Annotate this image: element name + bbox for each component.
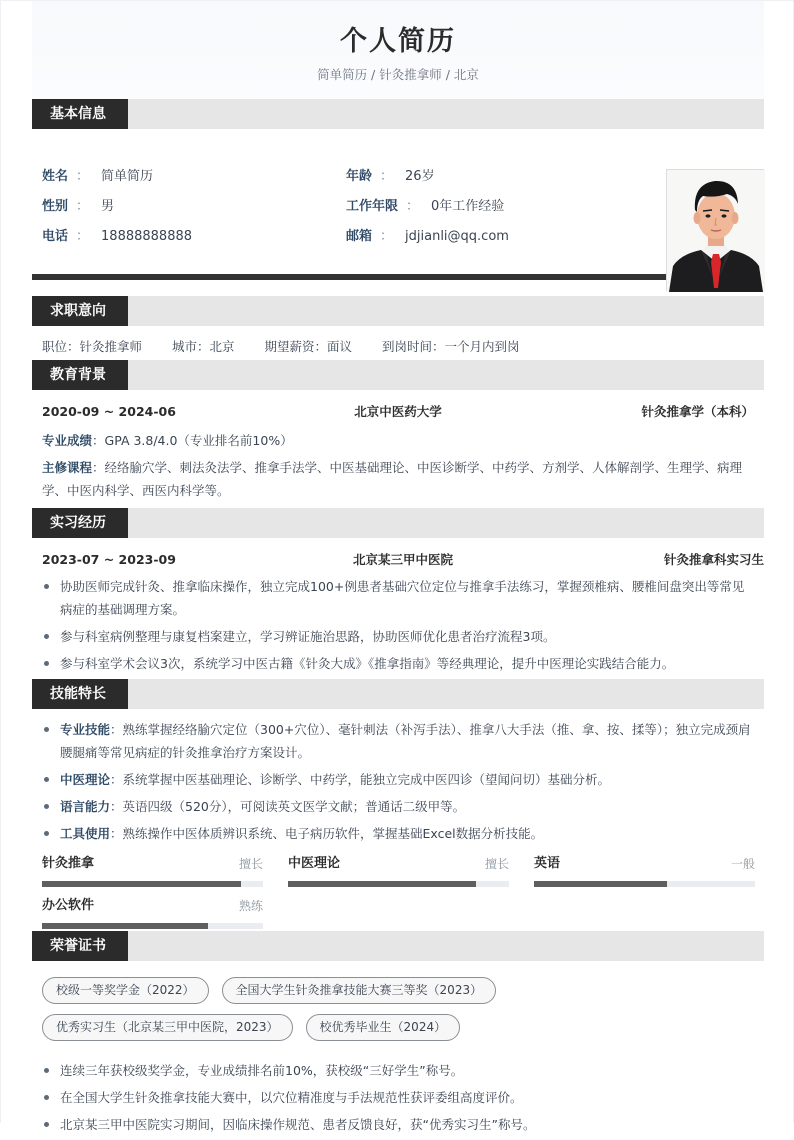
skill-progress-fill bbox=[42, 881, 241, 887]
skill-level: 擅长 bbox=[484, 857, 509, 871]
skill-progress-track bbox=[42, 881, 263, 887]
info-gender bbox=[42, 192, 192, 222]
internship-header-row bbox=[32, 545, 764, 575]
intent-city: 城市：北京 bbox=[172, 339, 235, 354]
section-honors bbox=[32, 931, 764, 961]
info-value: jdjianli@qq.com bbox=[405, 229, 509, 244]
intent-arrival: 到岗时间：一个月内到岗 bbox=[382, 339, 520, 354]
info-label: 姓名 bbox=[42, 169, 69, 184]
info-colon: ： bbox=[406, 199, 420, 214]
info-colon: ： bbox=[380, 169, 394, 184]
skills-bullets bbox=[32, 718, 764, 845]
honor-chip: 校级一等奖学金（2022） bbox=[42, 977, 209, 1004]
info-label: 工作年限 bbox=[346, 199, 399, 214]
basic-info-right bbox=[346, 162, 509, 252]
section-title: 技能特长 bbox=[32, 679, 128, 709]
skill-label: 语言能力 bbox=[60, 799, 111, 814]
skill-name: 针灸推拿 bbox=[42, 856, 95, 871]
skill-progress-track bbox=[534, 881, 755, 887]
info-value: 简单简历 bbox=[101, 169, 154, 184]
internship-org: 北京某三甲中医院 bbox=[352, 552, 453, 567]
courses-label: 主修课程 bbox=[42, 460, 93, 475]
education-courses bbox=[32, 456, 764, 502]
section-title: 荣誉证书 bbox=[32, 931, 128, 961]
info-colon: ： bbox=[76, 229, 90, 244]
resume-subtitle: 简单简历 / 针灸推拿师 / 北京 bbox=[317, 67, 479, 82]
info-label: 年龄 bbox=[346, 169, 373, 184]
skill-bars bbox=[32, 851, 764, 935]
skill-progress-track bbox=[42, 923, 263, 929]
skill-progress-track bbox=[288, 881, 509, 887]
education-major: 针灸推拿学（本科） bbox=[641, 404, 754, 419]
section-basic-info bbox=[32, 99, 764, 129]
skill-bar-item bbox=[534, 851, 755, 893]
section-education bbox=[32, 360, 764, 390]
resume-content bbox=[32, 1, 764, 1140]
skill-bar-item bbox=[288, 851, 509, 893]
section-skills bbox=[32, 679, 764, 709]
info-experience bbox=[346, 192, 509, 222]
profile-photo bbox=[666, 169, 764, 291]
section-title: 实习经历 bbox=[32, 508, 128, 538]
info-value: 0年工作经验 bbox=[431, 199, 505, 214]
skill-name: 英语 bbox=[534, 856, 561, 871]
education-gpa bbox=[32, 429, 764, 452]
internship-role: 针灸推拿科实习生 bbox=[663, 552, 764, 567]
info-value: 男 bbox=[101, 199, 115, 214]
divider-bar bbox=[32, 274, 764, 280]
info-label: 电话 bbox=[42, 229, 69, 244]
list-item: 在全国大学生针灸推拿技能大赛中，以穴位精准度与手法规范性获评委组高度评价。 bbox=[42, 1086, 754, 1109]
skill-text: ：系统掌握中医基础理论、诊断学、中药学，能独立完成中医四诊（望闻问切）基础分析。 bbox=[110, 772, 611, 787]
avatar-illustration-icon bbox=[667, 170, 765, 292]
education-school: 北京中医药大学 bbox=[354, 404, 442, 419]
education-header-row bbox=[32, 397, 764, 427]
skill-level: 熟练 bbox=[238, 899, 263, 913]
basic-info-left bbox=[42, 162, 192, 252]
basic-info bbox=[32, 129, 764, 274]
gpa-value: ：GPA 3.8/4.0（专业排名前10%） bbox=[92, 433, 293, 448]
section-internship bbox=[32, 508, 764, 538]
skill-text: ：英语四级（520分），可阅读英文医学文献；普通话二级甲等。 bbox=[110, 799, 466, 814]
skill-level: 一般 bbox=[730, 857, 755, 871]
list-item bbox=[42, 822, 754, 845]
list-item bbox=[42, 718, 754, 764]
skill-text: ：熟练操作中医体质辨识系统、电子病历软件，掌握基础Excel数据分析技能。 bbox=[110, 826, 544, 841]
internship-period: 2023-07 ~ 2023-09 bbox=[42, 552, 176, 567]
info-label: 邮箱 bbox=[346, 229, 373, 244]
education-period: 2020-09 ~ 2024-06 bbox=[42, 404, 176, 419]
list-item bbox=[42, 795, 754, 818]
resume-header bbox=[32, 1, 764, 99]
list-item bbox=[42, 768, 754, 791]
section-title: 教育背景 bbox=[32, 360, 128, 390]
courses-value: ：经络腧穴学、刺法灸法学、推拿手法学、中医基础理论、中医诊断学、中药学、方剂学、人体解剖学、生理学、病理学、中医内科学、西医内科学等。 bbox=[42, 460, 743, 498]
info-name bbox=[42, 162, 192, 192]
honor-chips bbox=[32, 977, 764, 1051]
info-colon: ： bbox=[380, 229, 394, 244]
skill-progress-fill bbox=[288, 881, 476, 887]
honor-chip: 校优秀毕业生（2024） bbox=[306, 1014, 461, 1041]
honor-chip: 全国大学生针灸推拿技能大赛三等奖（2023） bbox=[222, 977, 497, 1004]
skill-bar-item bbox=[42, 851, 263, 893]
honor-bullets bbox=[32, 1059, 764, 1136]
intent-position: 职位：针灸推拿师 bbox=[42, 339, 143, 354]
skill-bar-item bbox=[42, 893, 263, 935]
section-title: 求职意向 bbox=[32, 296, 128, 326]
skill-level: 擅长 bbox=[238, 857, 263, 871]
skill-progress-fill bbox=[534, 881, 667, 887]
skill-name: 办公软件 bbox=[42, 898, 95, 913]
list-item: 协助医师完成针灸、推拿临床操作，独立完成100+例患者基础穴位定位与推拿手法练习，掌握颈椎病、腰椎间盘突出等常见病症的基础调理方案。 bbox=[42, 575, 754, 621]
info-phone bbox=[42, 222, 192, 252]
resume-title: 个人简历 bbox=[340, 26, 456, 57]
list-item: 参与科室病例整理与康复档案建立，学习辨证施治思路，协助医师优化患者治疗流程3项。 bbox=[42, 625, 754, 648]
list-item: 北京某三甲中医院实习期间，因临床操作规范、患者反馈良好，获“优秀实习生”称号。 bbox=[42, 1113, 754, 1136]
info-colon: ： bbox=[76, 199, 90, 214]
list-item: 参与科室学术会议3次，系统学习中医古籍《针灸大成》《推拿指南》等经典理论，提升中医理论实践结合能力。 bbox=[42, 652, 754, 675]
info-label: 性别 bbox=[42, 199, 69, 214]
skill-progress-fill bbox=[42, 923, 208, 929]
honor-chip: 优秀实习生（北京某三甲中医院，2023） bbox=[42, 1014, 293, 1041]
list-item: 连续三年获校级奖学金，专业成绩排名前10%，获校级“三好学生”称号。 bbox=[42, 1059, 754, 1082]
skill-label: 中医理论 bbox=[60, 772, 111, 787]
skill-name: 中医理论 bbox=[288, 856, 341, 871]
section-job-intent bbox=[32, 296, 764, 326]
info-age bbox=[346, 162, 509, 192]
skill-label: 工具使用 bbox=[60, 826, 111, 841]
skill-text: ：熟练掌握经络腧穴定位（300+穴位）、毫针刺法（补泻手法）、推拿八大手法（推、拿、按、揉等）；独立完成颈肩腰腿痛等常见病症的针灸推拿治疗方案设计。 bbox=[60, 722, 751, 760]
gpa-label: 专业成绩 bbox=[42, 433, 93, 448]
info-value: 26岁 bbox=[405, 169, 435, 184]
info-email bbox=[346, 222, 509, 252]
intent-salary: 期望薪资：面议 bbox=[264, 339, 353, 354]
internship-bullets bbox=[32, 575, 764, 675]
skill-label: 专业技能 bbox=[60, 722, 111, 737]
section-title: 基本信息 bbox=[32, 99, 128, 129]
info-colon: ： bbox=[76, 169, 90, 184]
info-value: 18888888888 bbox=[101, 229, 193, 244]
job-intent-row bbox=[32, 334, 764, 360]
